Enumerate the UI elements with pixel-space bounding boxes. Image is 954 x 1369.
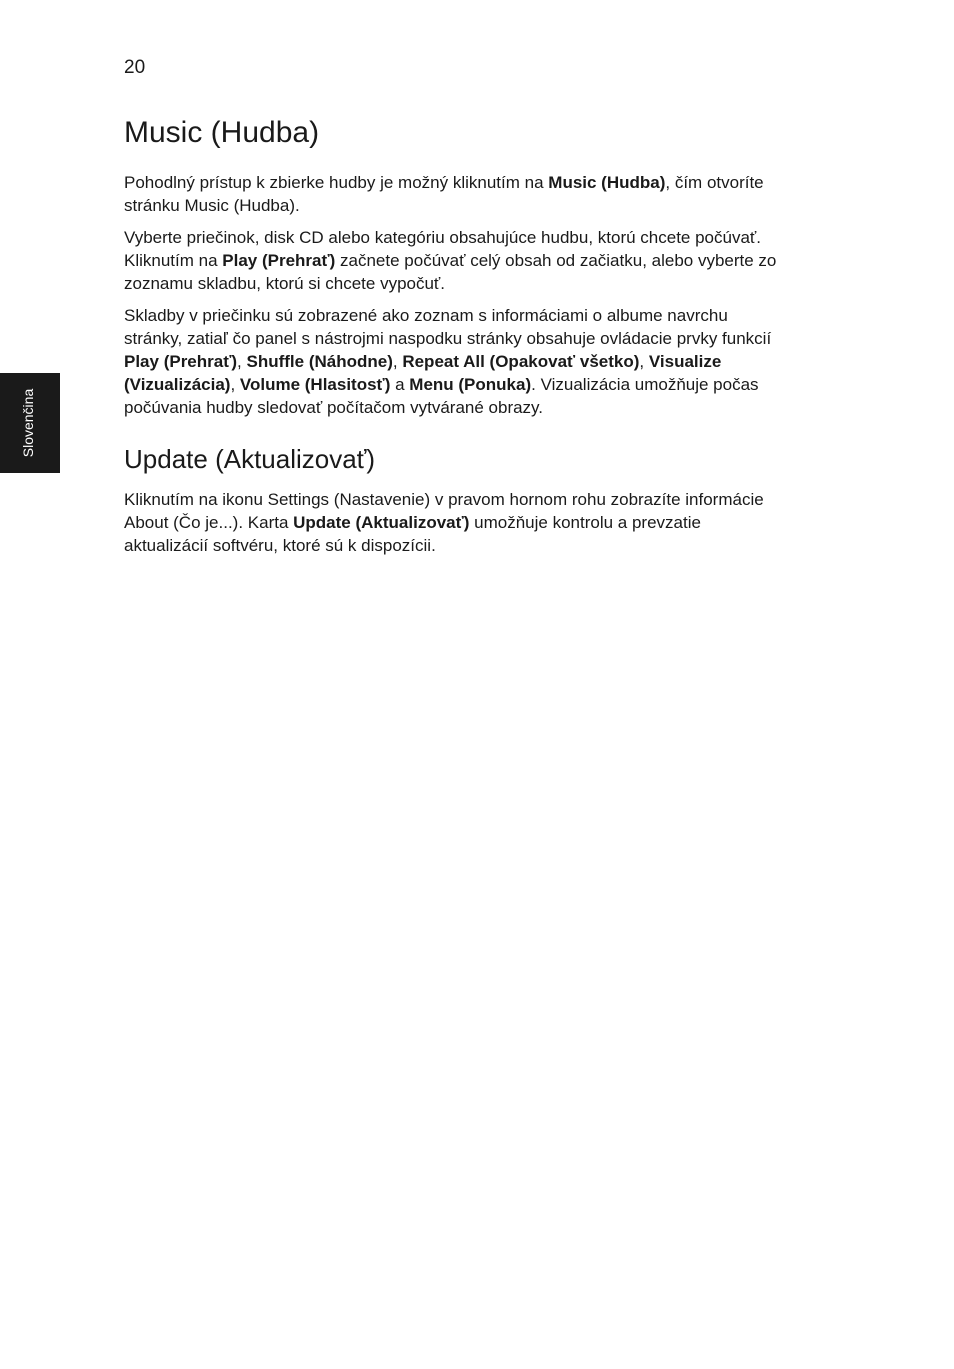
text: začnete počúvať celý obsah od začiatku, alebo vyberte zo zoznamu skladbu, ktorú si chcete vypočuť. [124, 251, 777, 293]
bold-term: Play (Prehrať) [124, 352, 238, 371]
bold-term: Menu (Ponuka) [409, 375, 532, 394]
language-side-tab-label: Slovenčina [20, 388, 36, 458]
bold-term: Play (Prehrať) [222, 251, 336, 270]
text: Pohodlný prístup k zbierke hudby je možný kliknutím na [124, 173, 549, 192]
text: , [392, 352, 403, 371]
text: Skladby v priečinku sú zobrazené ako zoznam s informáciami o albume navrchu stránky, zatiaľ čo panel s nástrojmi naspodku stránky obsahuje ovládacie prvky funkcií [124, 306, 772, 348]
page-content [124, 114, 784, 566]
text: a [390, 375, 410, 394]
update-section-title: Update (Aktualizovať) [124, 444, 376, 474]
page-number: 20 [124, 57, 146, 78]
update-paragraph-1 [124, 488, 784, 557]
text: , čím otvoríte stránku Music (Hudba). [124, 173, 764, 215]
bold-term: Volume (Hlasitosť) [239, 375, 391, 394]
text: Kliknutím na ikonu Settings (Nastavenie) v pravom hornom rohu zobrazíte informácie About (Čo je...). Karta [124, 490, 764, 532]
text: . Vizualizácia umožňuje počas počúvania hudby sledovať počítačom vytvárané obrazy. [124, 375, 759, 417]
text: , [230, 375, 240, 394]
music-section-title: Music (Hudba) [124, 116, 320, 149]
text: , [237, 352, 247, 371]
bold-term: Visualize (Vizualizácia) [124, 352, 722, 394]
bold-term: Repeat All (Opakovať všetko) [402, 352, 640, 371]
bold-term: Shuffle (Náhodne) [246, 352, 393, 371]
text: , [639, 352, 649, 371]
bold-term: Update (Aktualizovať) [293, 513, 470, 532]
bold-term: Music (Hudba) [548, 173, 666, 192]
music-paragraph-3 [124, 304, 784, 419]
music-paragraph-2 [124, 226, 784, 295]
text: umožňuje kontrolu a prevzatie aktualizácií softvéru, ktoré sú k dispozícii. [124, 513, 701, 555]
text: Vyberte priečinok, disk CD alebo kategóriu obsahujúce hudbu, ktorú chcete počúvať. Kliknutím na [124, 228, 762, 270]
music-paragraph-1 [124, 171, 784, 217]
